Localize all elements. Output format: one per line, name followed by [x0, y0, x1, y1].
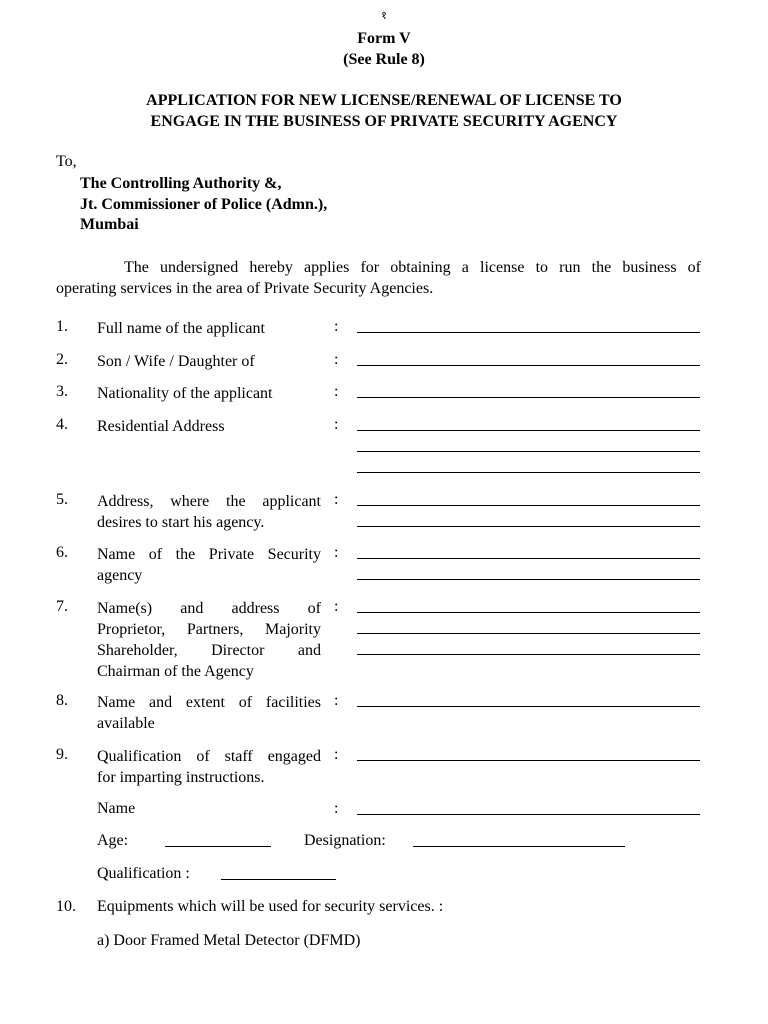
proprietor-field[interactable]: [357, 633, 700, 634]
qualification-label: Qualification :: [97, 865, 190, 882]
item-colon: :: [334, 692, 339, 709]
age-field[interactable]: [165, 846, 271, 847]
item-label-line: Name of the Private Security: [97, 546, 321, 563]
item-number: 8.: [56, 692, 68, 709]
staff-name-label: Name: [97, 800, 136, 817]
full-name-field[interactable]: [357, 332, 700, 333]
residential-address-field[interactable]: [357, 472, 700, 473]
addressee-line-3: Mumbai: [80, 216, 139, 233]
staff-name-field[interactable]: [357, 814, 700, 815]
designation-field[interactable]: [413, 846, 625, 847]
item-label: [97, 351, 321, 372]
item-colon: :: [334, 800, 339, 817]
item-label-line: Chairman of the Agency: [97, 663, 254, 680]
item-label-line: for imparting instructions.: [97, 769, 265, 786]
item-label-line: available: [97, 715, 155, 732]
item-label-line: Shareholder, Director and: [97, 642, 321, 659]
intro-paragraph: [56, 257, 701, 299]
item-label: [97, 416, 321, 437]
item-colon: :: [334, 383, 339, 400]
item-colon: :: [334, 491, 339, 508]
item-number: 2.: [56, 351, 68, 368]
form-title: Form V: [357, 30, 411, 47]
item-number: 1.: [56, 318, 68, 335]
heading-line-1: APPLICATION FOR NEW LICENSE/RENEWAL OF LICENSE TO: [146, 92, 622, 109]
item-label: [97, 544, 321, 586]
item-label-line: desires to start his agency.: [97, 514, 265, 531]
page-number: १: [381, 10, 387, 22]
salutation: To,: [56, 153, 77, 170]
agency-address-field[interactable]: [357, 526, 700, 527]
agency-name-field[interactable]: [357, 558, 700, 559]
item-colon: :: [334, 598, 339, 615]
item-number: 5.: [56, 491, 68, 508]
item-label-line: Name and extent of facilities: [97, 694, 321, 711]
item-number: 7.: [56, 598, 68, 615]
intro-line-2: operating services in the area of Private Security Agencies.: [56, 280, 434, 297]
item-colon: :: [334, 318, 339, 335]
item-label-line: Address, where the applicant: [97, 493, 321, 510]
agency-address-field[interactable]: [357, 505, 700, 506]
item-label: [97, 692, 321, 734]
item-label-line: Son / Wife / Daughter of: [97, 353, 255, 370]
item-colon: :: [334, 351, 339, 368]
agency-name-field[interactable]: [357, 579, 700, 580]
item-label-line: Qualification of staff engaged: [97, 748, 321, 765]
item-label: [97, 491, 321, 533]
item-number: 10.: [56, 898, 76, 915]
residential-address-field[interactable]: [357, 451, 700, 452]
addressee-line-2: Jt. Commissioner of Police (Admn.),: [80, 196, 328, 213]
item-label-line: agency: [97, 567, 143, 584]
designation-label: Designation:: [304, 832, 386, 849]
addressee-line-1: The Controlling Authority &,: [80, 175, 282, 192]
item-colon: :: [334, 746, 339, 763]
relation-field[interactable]: [357, 365, 700, 366]
proprietor-field[interactable]: [357, 654, 700, 655]
item-label-line: Full name of the applicant: [97, 320, 265, 337]
item-label: [97, 383, 321, 404]
item-label: [97, 598, 321, 682]
equipment-dfmd: a) Door Framed Metal Detector (DFMD): [97, 932, 361, 949]
item-label: [97, 746, 321, 788]
item-number: 6.: [56, 544, 68, 561]
item-label-line: Nationality of the applicant: [97, 385, 273, 402]
residential-address-field[interactable]: [357, 430, 700, 431]
proprietor-field[interactable]: [357, 612, 700, 613]
facilities-field[interactable]: [357, 706, 700, 707]
item-colon: :: [334, 416, 339, 433]
item-label-line: Residential Address: [97, 418, 225, 435]
staff-qualification-field[interactable]: [357, 760, 700, 761]
item-number: 9.: [56, 746, 68, 763]
item-number: 3.: [56, 383, 68, 400]
item-label: [97, 318, 321, 339]
item-label-line: Name(s) and address of: [97, 600, 321, 617]
form-rule: (See Rule 8): [343, 51, 425, 68]
item-label-line: Proprietor, Partners, Majority: [97, 621, 321, 638]
age-label: Age:: [97, 832, 129, 849]
item-colon: :: [334, 544, 339, 561]
nationality-field[interactable]: [357, 397, 700, 398]
qualification-field[interactable]: [221, 879, 336, 880]
equipment-label: Equipments which will be used for security services. :: [97, 898, 444, 915]
heading-line-2: ENGAGE IN THE BUSINESS OF PRIVATE SECURITY AGENCY: [150, 113, 618, 130]
intro-line-1: The undersigned hereby applies for obtaining a license to run the business of: [124, 259, 701, 276]
item-number: 4.: [56, 416, 68, 433]
